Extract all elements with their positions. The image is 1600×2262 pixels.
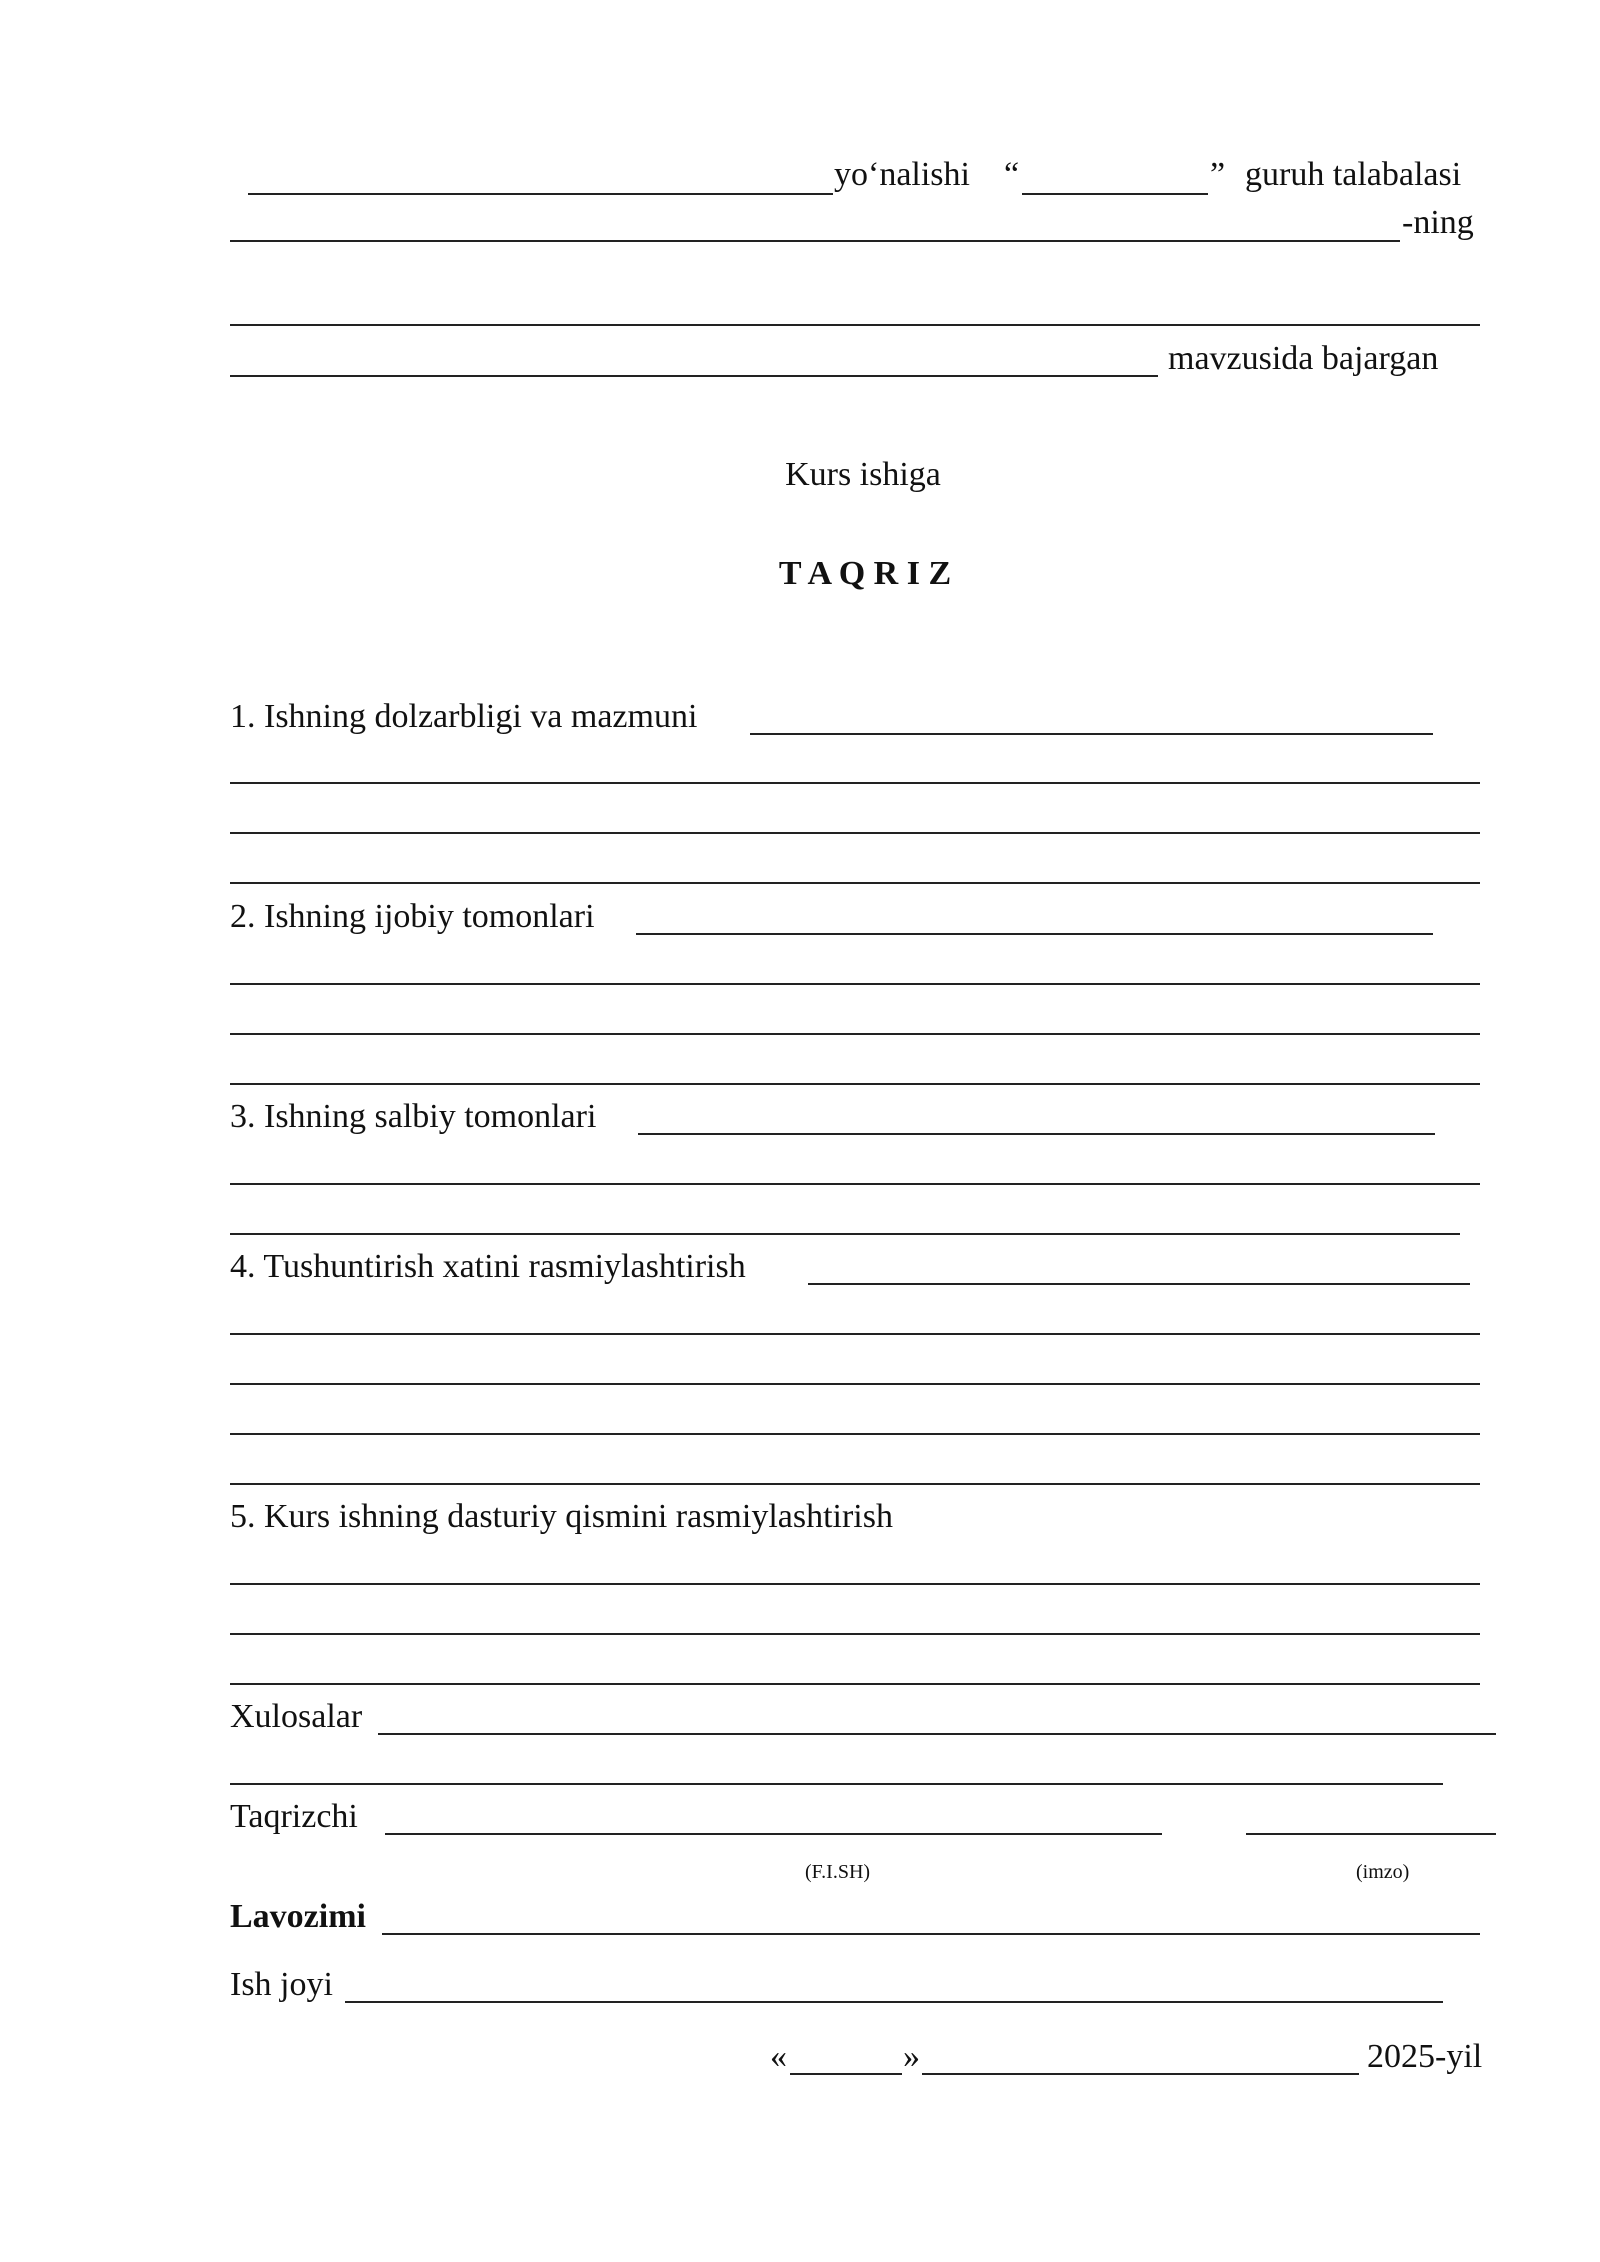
reviewer-name-line[interactable] [385,1833,1162,1835]
direction-blank-line[interactable] [248,193,833,195]
section-2-line-3[interactable] [230,1083,1480,1085]
date-open-quote: « [770,2038,787,2075]
conclusions-inline-line[interactable] [378,1733,1496,1735]
section-1-line-3[interactable] [230,882,1480,884]
workplace-label: Ish joyi [230,1966,333,2003]
section-5-line-3[interactable] [230,1683,1480,1685]
student-name-line[interactable] [230,240,1400,242]
section-1-inline-line[interactable] [750,733,1433,735]
section-1-label: 1. Ishning dolzarbligi va mazmuni [230,698,698,735]
position-line[interactable] [382,1933,1480,1935]
section-4-line-2[interactable] [230,1383,1480,1385]
topic-line-1[interactable] [230,324,1480,326]
section-4-line-3[interactable] [230,1433,1480,1435]
open-quote: “ [1004,156,1020,193]
topic-line-2[interactable] [230,375,1158,377]
section-5-label: 5. Kurs ishning dasturiy qismini rasmiylashtirish [230,1498,893,1535]
section-4-inline-line[interactable] [808,1283,1470,1285]
reviewer-label: Taqrizchi [230,1798,358,1835]
section-1-line-1[interactable] [230,782,1480,784]
section-2-line-2[interactable] [230,1033,1480,1035]
year-label: 2025-yil [1367,2038,1483,2075]
document-subtitle: Kurs ishiga [785,456,941,493]
conclusions-label: Xulosalar [230,1698,363,1735]
section-5-line-2[interactable] [230,1633,1480,1635]
section-4-line-4[interactable] [230,1483,1480,1485]
section-4-line-1[interactable] [230,1333,1480,1335]
group-blank-line[interactable] [1022,193,1208,195]
close-quote: ” [1210,156,1226,193]
document-title: T A Q R I Z [778,555,952,592]
date-close-quote: » [903,2038,920,2075]
section-2-label: 2. Ishning ijobiy tomonlari [230,898,595,935]
fish-caption: (F.I.SH) [805,1861,871,1883]
section-3-inline-line[interactable] [638,1133,1435,1135]
conclusions-line-2[interactable] [230,1783,1443,1785]
workplace-line[interactable] [345,2001,1443,2003]
direction-label: yo‘nalishi [834,156,970,193]
date-day-line[interactable] [790,2073,902,2075]
section-5-line-1[interactable] [230,1583,1480,1585]
signature-caption: (imzo) [1356,1861,1410,1883]
reviewer-signature-line[interactable] [1246,1833,1496,1835]
section-4-label: 4. Tushuntirish xatini rasmiylashtirish [230,1248,746,1285]
section-1-line-2[interactable] [230,832,1480,834]
topic-suffix-label: mavzusida bajargan [1168,340,1439,377]
section-3-label: 3. Ishning salbiy tomonlari [230,1098,597,1135]
date-month-line[interactable] [922,2073,1359,2075]
section-2-inline-line[interactable] [636,933,1433,935]
position-label: Lavozimi [230,1898,366,1935]
ning-suffix: -ning [1402,204,1474,241]
group-student-label: guruh talabalasi [1245,156,1462,193]
section-3-line-2[interactable] [230,1233,1460,1235]
section-2-line-1[interactable] [230,983,1480,985]
section-3-line-1[interactable] [230,1183,1480,1185]
